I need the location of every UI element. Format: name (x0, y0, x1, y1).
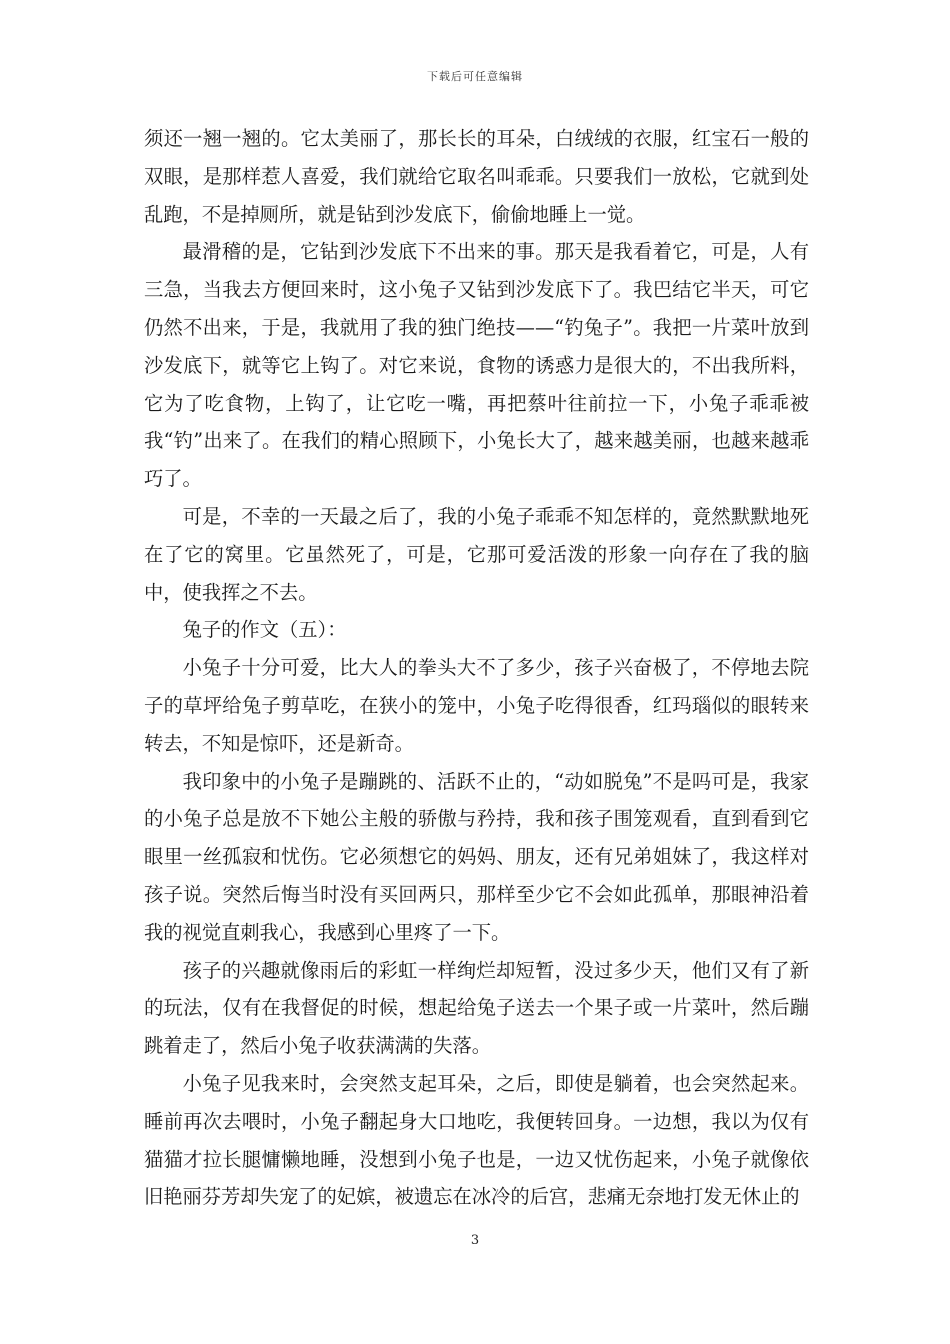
page-header: 下载后可任意编辑 (427, 70, 523, 83)
document-body (144, 120, 809, 1216)
page-number: 3 (470, 1233, 480, 1248)
section-heading: 兔子的作文（五）： (182, 618, 347, 642)
paragraph: 最滑稽的是，它钻到沙发底下不出来的事。那天是我看着它，可是，人有三急，当我去方便回来时，这小兔子又钻到沙发底下了。我巴结它半天，可它仍然不出来，于是，我就用了我的独门绝技——“钓兔子”。我把一片菜叶放到沙发底下，就等它上钩了。对它来说，食物的诱惑力是很大的，不出我所料，它为了吃食物，上钩了，让它吃一嘴，再把蔡叶往前拉一下，小兔子乖乖被我“钓”出来了。在我们的精心照顾下，小兔长大了，越来越美丽，也越来越乖巧了。 (144, 240, 809, 491)
paragraph: 我印象中的小兔子是蹦跳的、活跃不止的，“动如脱兔”不是吗可是，我家的小兔子总是放不下她公主般的骄傲与矜持，我和孩子围笼观看，直到看到它眼里一丝孤寂和忧伤。它必须想它的妈妈、朋友，还有兄弟姐妹了，我这样对孩子说。突然后悔当时没有买回两只，那样至少它不会如此孤单，那眼神沿着我的视觉直刺我心，我感到心里疼了一下。 (144, 769, 809, 944)
paragraph-continued: 须还一翘一翘的。它太美丽了，那长长的耳朵，白绒绒的衣服，红宝石一般的双眼，是那样惹人喜爱，我们就给它取名叫乖乖。只要我们一放松，它就到处乱跑，不是掉厕所，就是钻到沙发底下，偷偷地睡上一觉。 (144, 127, 809, 226)
paragraph: 小兔子十分可爱，比大人的拳头大不了多少，孩子兴奋极了，不停地去院子的草坪给兔子剪草吃，在狭小的笼中，小兔子吃得很香，红玛瑙似的眼转来转去，不知是惊吓，还是新奇。 (144, 656, 809, 755)
paragraph: 小兔子见我来时，会突然支起耳朵，之后，即使是躺着，也会突然起来。睡前再次去喂时，小兔子翻起身大口地吃，我便转回身。一边想，我以为仅有猫猫才拉长腿慵懒地睡，没想到小兔子也是，一边又忧伤起来，小兔子就像依旧艳丽芬芳却失宠了的妃嫔，被遗忘在冰冷的后宫，悲痛无奈地打发无休止的 (144, 1071, 809, 1209)
paragraph: 可是，不幸的一天最之后了，我的小兔子乖乖不知怎样的，竟然默默地死在了它的窝里。它虽然死了，可是，它那可爱活泼的形象一向存在了我的脑中，使我挥之不去。 (144, 504, 809, 604)
paragraph: 孩子的兴趣就像雨后的彩虹一样绚烂却短暂，没过多少天，他们又有了新的玩法，仅有在我督促的时候，想起给兔子送去一个果子或一片菜叶，然后蹦跳着走了，然后小兔子收获满满的失落。 (144, 958, 809, 1058)
